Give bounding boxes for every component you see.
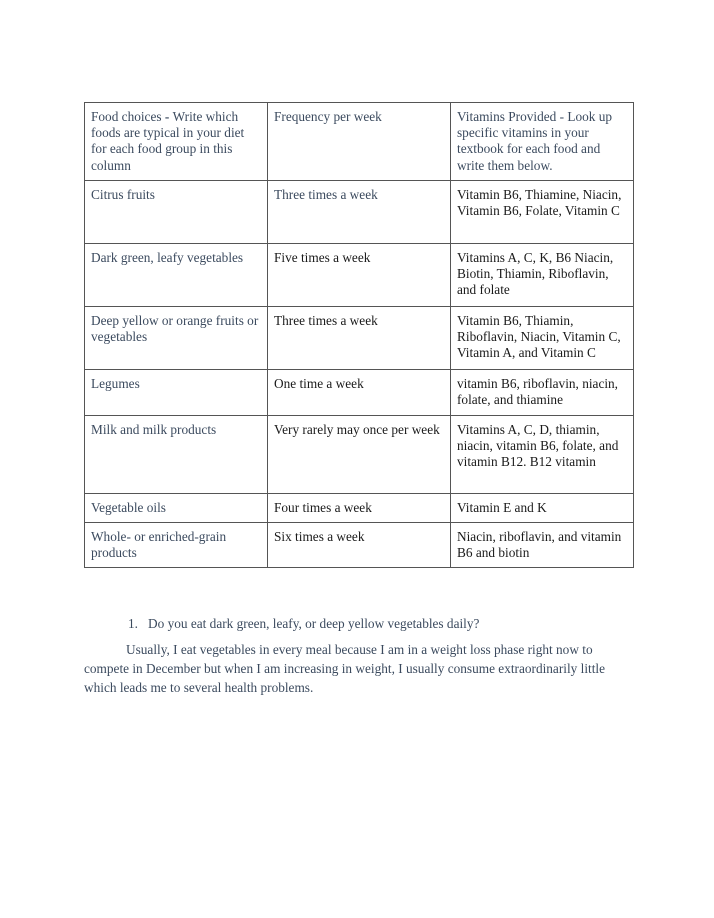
frequency-cell: One time a week bbox=[268, 369, 451, 415]
table-row bbox=[85, 493, 634, 522]
food-cell: Citrus fruits bbox=[85, 180, 268, 243]
food-cell: Whole- or enriched-grain products bbox=[85, 523, 268, 568]
header-food-choices-instructions: Write which foods are typical in your diet for each food group in this column bbox=[91, 109, 245, 173]
table-row bbox=[85, 243, 634, 306]
header-food-choices-title: Food choices bbox=[91, 109, 162, 124]
food-choices-table bbox=[84, 102, 634, 568]
frequency-cell: Four times a week bbox=[268, 493, 451, 522]
vitamins-cell: Vitamins A, C, D, thiamin, niacin, vitamin B6, folate, and vitamin B12. B12 vitamin bbox=[451, 415, 634, 493]
vitamins-cell: Niacin, riboflavin, and vitamin B6 and biotin bbox=[451, 523, 634, 568]
food-cell: Legumes bbox=[85, 369, 268, 415]
frequency-cell: Very rarely may once per week bbox=[268, 415, 451, 493]
table-row bbox=[85, 415, 634, 493]
vitamins-cell: Vitamin B6, Thiamin, Riboflavin, Niacin, Vitamin C, Vitamin A, and Vitamin C bbox=[451, 306, 634, 369]
vitamins-cell: Vitamin B6, Thiamine, Niacin, Vitamin B6, Folate, Vitamin C bbox=[451, 180, 634, 243]
vitamins-cell: Vitamins A, C, K, B6 Niacin, Biotin, Thiamin, Riboflavin, and folate bbox=[451, 243, 634, 306]
frequency-cell: Six times a week bbox=[268, 523, 451, 568]
food-cell: Vegetable oils bbox=[85, 493, 268, 522]
table-row bbox=[85, 306, 634, 369]
food-cell: Dark green, leafy vegetables bbox=[85, 243, 268, 306]
header-frequency: Frequency per week bbox=[268, 103, 451, 181]
header-dash: - bbox=[161, 109, 173, 124]
vitamins-cell: vitamin B6, riboflavin, niacin, folate, and thiamine bbox=[451, 369, 634, 415]
frequency-cell: Three times a week bbox=[268, 306, 451, 369]
question-item bbox=[128, 616, 479, 632]
answer-paragraph: Usually, I eat vegetables in every meal because I am in a weight loss phase right now to compete in December but when I am increasing in weight, I usually consume extraordinarily little which leads me to several health problems. bbox=[84, 642, 606, 695]
frequency-cell: Five times a week bbox=[268, 243, 451, 306]
food-cell: Deep yellow or orange fruits or vegetables bbox=[85, 306, 268, 369]
food-cell: Milk and milk products bbox=[85, 415, 268, 493]
table-header-row bbox=[85, 103, 634, 181]
table-row bbox=[85, 369, 634, 415]
question-text: Do you eat dark green, leafy, or deep yellow vegetables daily? bbox=[148, 616, 480, 631]
table-row bbox=[85, 180, 634, 243]
table-row bbox=[85, 523, 634, 568]
question-number: 1. bbox=[128, 616, 138, 631]
header-food-choices bbox=[85, 103, 268, 181]
header-vitamins: Vitamins Provided - Look up specific vitamins in your textbook for each food and write them below. bbox=[451, 103, 634, 181]
frequency-cell: Three times a week bbox=[268, 180, 451, 243]
vitamins-cell: Vitamin E and K bbox=[451, 493, 634, 522]
